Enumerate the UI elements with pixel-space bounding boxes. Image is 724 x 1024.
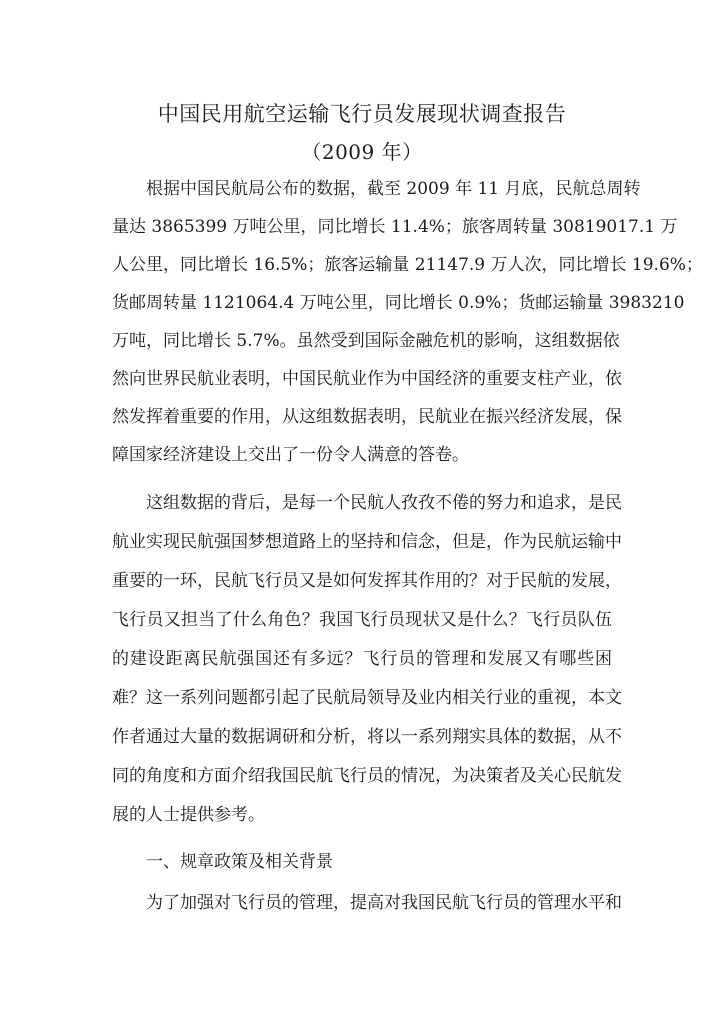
paragraph-line: 然向世界民航业表明，中国民航业作为中国经济的重要支柱产业，依 [112, 369, 622, 389]
paragraph-line: 人公里，同比增长 16.5%；旅客运输量 21147.9 万人次，同比增长 19.6%； [112, 255, 703, 275]
paragraph-line: 飞行员又担当了什么角色？我国飞行员现状又是什么？飞行员队伍 [112, 610, 612, 630]
paragraph-line: 展的人士提供参考。 [112, 805, 265, 825]
paragraph-line: 然发挥着重要的作用，从这组数据表明，民航业在振兴经济发展，保 [112, 407, 622, 427]
paragraph-line: 货邮周转量 1121064.4 万吨公里，同比增长 0.9%；货邮运输量 3983210 [112, 293, 685, 313]
paragraph-line: 航业实现民航强国梦想道路上的坚持和信念，但是，作为民航运输中 [112, 532, 622, 552]
paragraph-line: 根据中国民航局公布的数据，截至 2009 年 11 月底，民航总周转 [146, 179, 641, 199]
paragraph-line: 障国家经济建设上交出了一份令人满意的答卷。 [112, 445, 469, 465]
paragraph-line: 的建设距离民航强国还有多远？飞行员的管理和发展又有哪些困 [112, 649, 612, 669]
section-heading: 一、规章政策及相关背景 [146, 852, 333, 872]
paragraph-line: 万吨，同比增长 5.7%。虽然受到国际金融危机的影响，这组数据依 [112, 331, 620, 351]
paragraph-line: 这组数据的背后，是每一个民航人孜孜不倦的努力和追求，是民 [146, 493, 622, 513]
paragraph-line: 同的角度和方面介绍我国民航飞行员的情况，为决策者及关心民航发 [112, 766, 622, 786]
document-title: 中国民用航空运输飞行员发展现状调查报告 [157, 102, 567, 126]
document-subtitle: （2009 年） [301, 140, 423, 164]
paragraph-line: 作者通过大量的数据调研和分析，将以一系列翔实具体的数据，从不 [112, 727, 622, 747]
paragraph-line: 为了加强对飞行员的管理，提高对我国民航飞行员的管理水平和 [146, 893, 622, 913]
paragraph-line: 重要的一环，民航飞行员又是如何发挥其作用的？对于民航的发展， [112, 571, 622, 591]
paragraph-line: 量达 3865399 万吨公里，同比增长 11.4%；旅客周转量 30819017.1 万 [112, 217, 678, 237]
paragraph-line: 难？这一系列问题都引起了民航局领导及业内相关行业的重视，本文 [112, 688, 622, 708]
